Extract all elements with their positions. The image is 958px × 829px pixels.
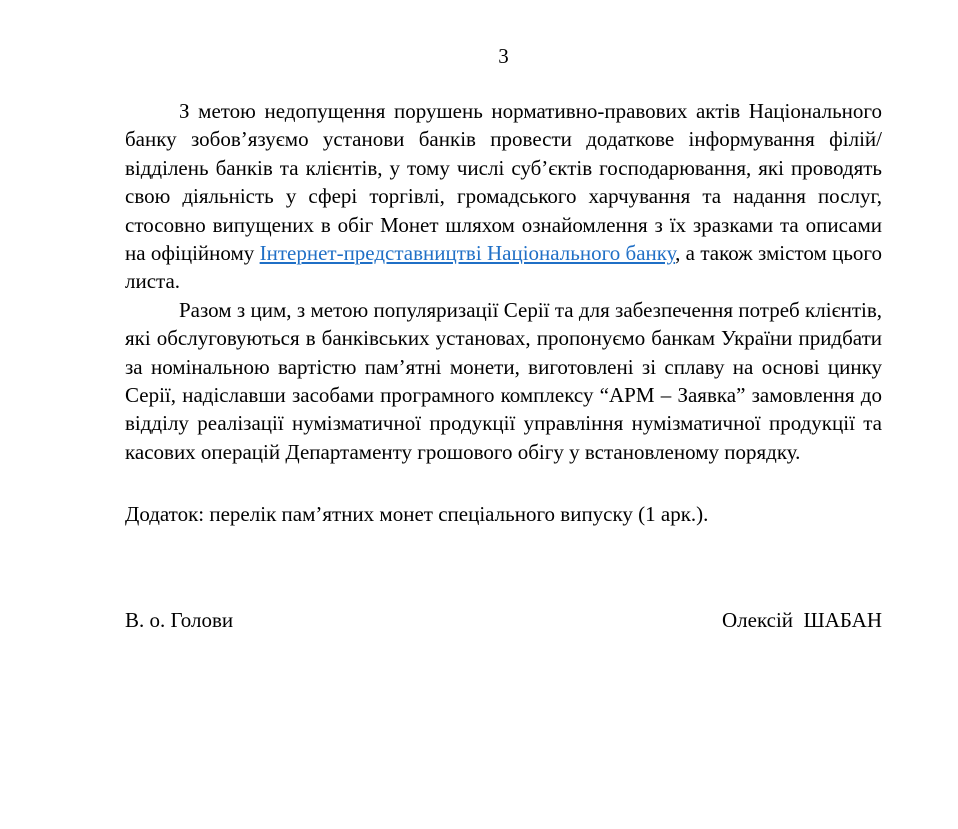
signer-name: Олексій ШАБАН <box>721 607 882 632</box>
paragraph: Разом з цим, з метою популяризації Серії та для забезпечення потреб клієнтів, які обслуговуються в банківських установах, пропонуємо банкам України придбати за номінальною вартістю пам’ятні монети, виготовлені зі сплаву на основі цинку Серії, надіславши засобами програмного комплексу “АРМ – Заявка” замовлення до відділу реалізації нумізматичної продукції управління нумізматичної продукції та касових операцій Департаменту грошового обігу у встановленому порядку. <box>125 297 882 464</box>
document-content <box>125 42 882 634</box>
attachment-note: Додаток: перелік пам’ятних монет спеціального випуску (1 арк.). <box>125 502 709 527</box>
signature-row <box>125 606 882 634</box>
signer-position: В. о. Голови <box>125 607 234 632</box>
hyperlink-internet-representation[interactable]: Інтернет-представництві Національного банку <box>259 241 676 266</box>
paragraph: З метою недопущення порушень нормативно-правових актів Національного банку зобов’язуємо установи банків провести додаткове інформування філій/відділень банків та клієнтів, у тому числі суб’єктів господарювання, які проводять свою діяльність у сфері торгівлі, громадського харчування та надання послуг, стосовно випущених в обіг Монет шляхом ознайомлення з їх зразками та описами на офіційному Інтернет-представництві Національного банку, а також змістом цього листа. <box>125 99 882 294</box>
paragraphs <box>125 97 882 466</box>
page-number: 3 <box>498 44 509 68</box>
